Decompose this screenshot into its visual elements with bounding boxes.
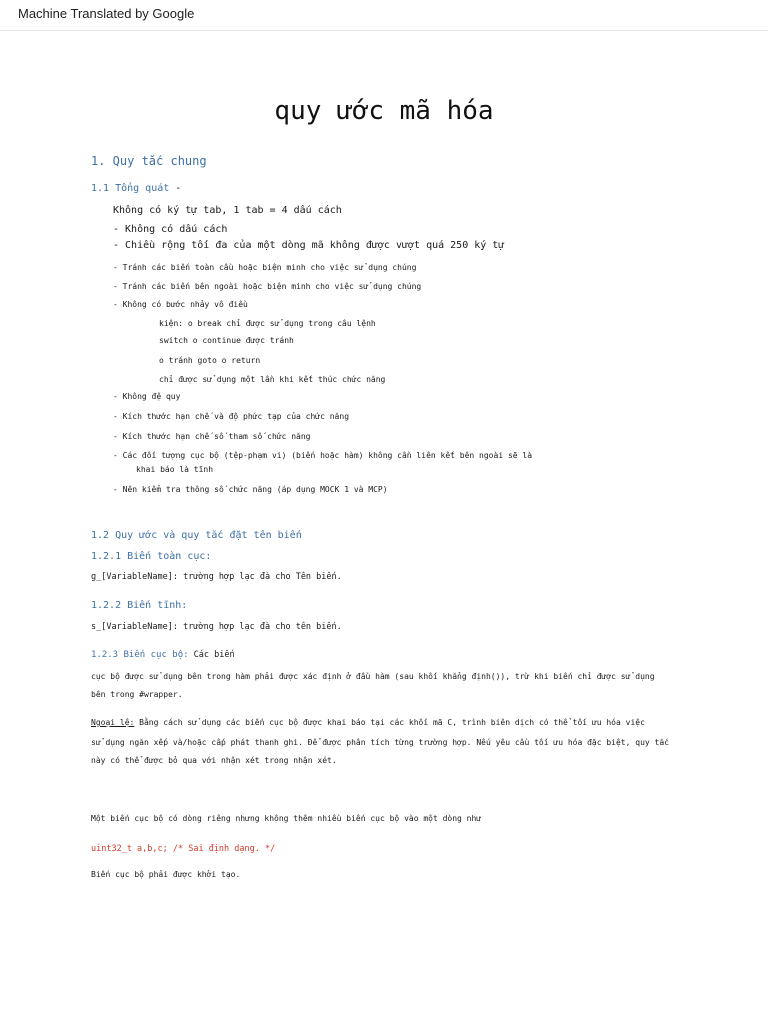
- exception-label: Ngoại lệ:: [91, 718, 135, 727]
- rule-line: - Không có dấu cách: [113, 224, 228, 235]
- rule-line: - Kích thước hạn chế số tham số chức năng: [113, 432, 311, 441]
- banner-divider: [0, 30, 768, 31]
- rule-line-indented: chỉ được sử dụng một lần khi kết thúc chức năng: [159, 375, 386, 384]
- rule-line: Không có ký tự tab, 1 tab = 4 dấu cách: [113, 205, 342, 216]
- static-variable-text: s_[VariableName]: trường hợp lạc đà cho tên biến.: [91, 622, 342, 632]
- rule-line: - Chiều rộng tối đa của một dòng mã không được vượt quá 250 ký tự: [113, 240, 505, 251]
- subsection-heading-overview: [91, 183, 181, 194]
- rule-line-indented: o tránh goto o return: [159, 356, 261, 365]
- subsection-suffix: -: [169, 183, 182, 194]
- rule-line: - Nên kiểm tra thông số chức năng (áp dụng MOCK 1 và MCP): [113, 485, 388, 494]
- initialization-note: Biến cục bộ phải được khởi tạo.: [91, 870, 241, 879]
- rule-line: - Kích thước hạn chế và độ phức tạp của chức năng: [113, 412, 350, 421]
- subsection-heading-static-variables: 1.2.2 Biến tĩnh:: [91, 600, 188, 611]
- rule-line: - Các đối tượng cục bộ (tệp-phạm vi) (biến hoặc hàm) không cần liên kết bên ngoài sẽ là: [113, 451, 533, 460]
- exception-text: sử dụng ngăn xếp và/hoặc cấp phát thanh ghi. Để được phân tích từng trường hợp. Nếu yêu cầu tối ưu hóa đặc biệt, quy tắc: [91, 738, 669, 747]
- subsection-title: 1.1 Tổng quát: [91, 183, 170, 194]
- subsection-heading-global-variables: 1.2.1 Biến toàn cục:: [91, 551, 212, 562]
- subsection-heading-local-variables: [91, 650, 235, 660]
- subsection-title: 1.2.3 Biến cục bộ:: [91, 650, 189, 660]
- exception-paragraph: [91, 718, 645, 727]
- page-title: quy ước mã hóa: [274, 96, 494, 126]
- rule-line-indented: switch o continue được tránh: [159, 336, 294, 345]
- exception-text: Bằng cách sử dụng các biến cục bộ được khai báo tại các khối mã C, trình biên dịch có thể tối ưu hóa việc: [134, 718, 645, 727]
- rule-line-indented: kiện: o break chỉ được sử dụng trong câu lệnh: [159, 319, 376, 328]
- subsection-suffix: Các biến: [188, 650, 235, 660]
- global-variable-text: g_[VariableName]: trường hợp lạc đà cho Tên biến.: [91, 572, 342, 582]
- one-per-line-text: Một biến cục bộ có dòng riêng nhưng không thêm nhiều biến cục bộ vào một dòng như: [91, 814, 482, 823]
- rule-line: - Không có bước nhảy vô điều: [113, 300, 248, 309]
- section-heading-general-rules: 1. Quy tắc chung: [91, 154, 207, 168]
- bad-example-code: uint32_t a,b,c; /* Sai định dạng. */: [91, 844, 276, 854]
- rule-line: - Không đệ quy: [113, 392, 181, 401]
- local-variable-text: cục bộ được sử dụng bên trong hàm phải được xác định ở đầu hàm (sau khối khẳng định()), trừ khi biến chỉ được sử dụng: [91, 672, 655, 681]
- rule-line: - Tránh các biến toàn cầu hoặc biện minh cho việc sử dụng chúng: [113, 263, 417, 272]
- local-variable-text: bên trong #wrapper.: [91, 690, 183, 699]
- rule-line-continued: khai báo là tĩnh: [136, 465, 214, 474]
- rule-line: - Tránh các biến bên ngoài hoặc biện minh cho việc sử dụng chúng: [113, 282, 422, 291]
- exception-text: này có thể được bỏ qua với nhận xét trong nhận xét.: [91, 756, 337, 765]
- section-heading-naming-rules: 1.2 Quy ước và quy tắc đặt tên biến: [91, 530, 302, 541]
- machine-translation-banner: Machine Translated by Google: [18, 6, 195, 21]
